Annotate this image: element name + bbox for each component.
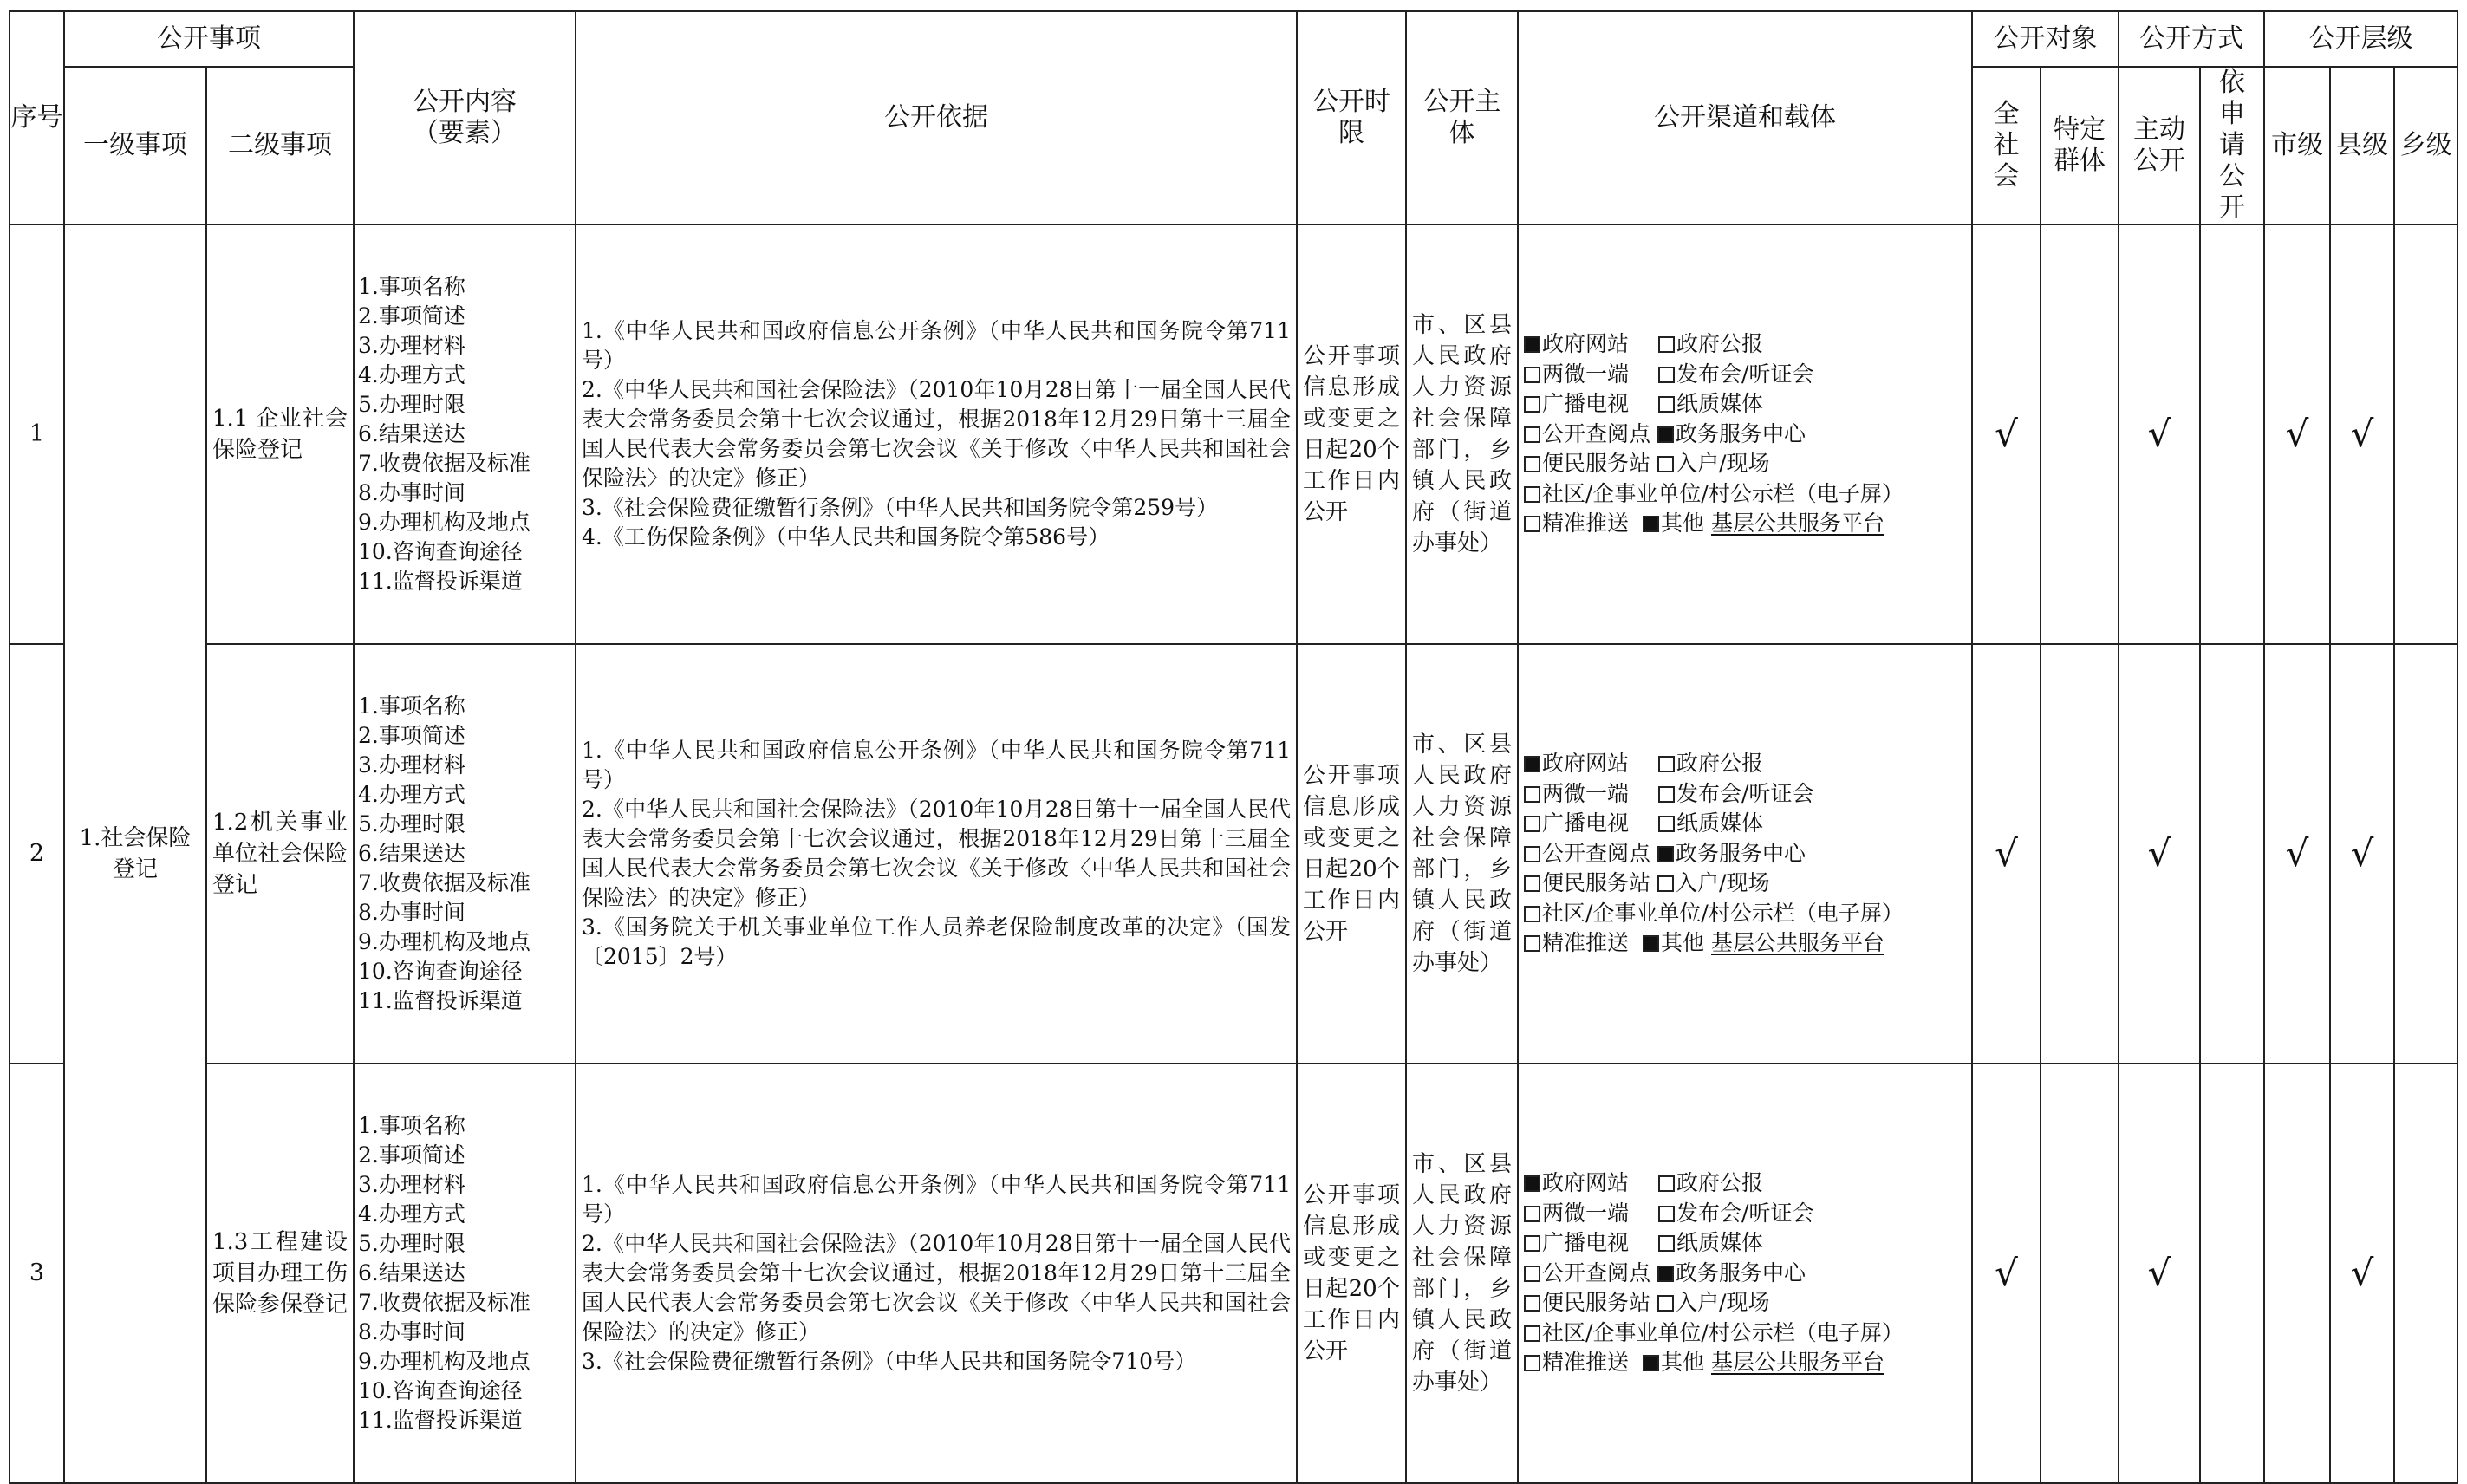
checkbox-reading_point[interactable] — [1524, 846, 1540, 862]
checkbox-precise_push[interactable] — [1524, 516, 1540, 532]
channel-label: 其他 — [1661, 511, 1705, 537]
header-target: 公开对象 — [1972, 11, 2119, 67]
subject-cell: 市、区县人民政府人力资源社会保障部门，乡镇人民政府（街道办事处） — [1406, 644, 1518, 1064]
content-item: 10.咨询查询途径 — [358, 959, 523, 984]
header-channels: 公开渠道和载体 — [1518, 11, 1972, 225]
check-level-town — [2394, 644, 2457, 1064]
checkbox-bulletin[interactable] — [1524, 486, 1540, 503]
other-channel-value: 基层公共服务平台 — [1710, 1350, 1884, 1376]
channel-label: 其他 — [1661, 1350, 1705, 1376]
channel-label: 其他 — [1661, 930, 1705, 956]
content-item: 9.办理机构及地点 — [358, 510, 531, 535]
channel-label: 便民服务站 — [1542, 451, 1651, 477]
channel-line — [1524, 749, 1966, 779]
check-target-specific — [2041, 644, 2119, 1064]
check-method-request — [2200, 1064, 2264, 1483]
channel-line — [1524, 1348, 1966, 1378]
checkbox-print_media[interactable] — [1658, 396, 1675, 413]
checkbox-precise_push[interactable] — [1524, 935, 1540, 952]
checkbox-press_conf[interactable] — [1658, 1206, 1675, 1222]
header-level: 公开层级 — [2264, 11, 2457, 67]
channel-line — [1524, 389, 1966, 420]
channel-label: 广播电视 — [1542, 1230, 1630, 1256]
checkbox-broadcast[interactable] — [1524, 1235, 1540, 1252]
time-limit-cell: 公开事项信息形成或变更之日起20个工作日内公开 — [1297, 644, 1406, 1064]
content-cell — [354, 644, 576, 1064]
basis-item: 4.《工伤保险条例》（中华人民共和国务院令第586号） — [582, 524, 1110, 550]
channel-label: 纸质媒体 — [1676, 810, 1764, 836]
checkbox-door_to_door[interactable] — [1657, 456, 1674, 472]
checkbox-broadcast[interactable] — [1524, 396, 1540, 413]
basis-cell — [576, 1064, 1297, 1483]
header-target-specific: 特定群体 — [2041, 67, 2119, 225]
header-level2: 二级事项 — [206, 67, 354, 225]
channel-line — [1524, 869, 1966, 899]
checkbox-print_media[interactable] — [1658, 816, 1675, 832]
content-item: 4.办理方式 — [358, 782, 465, 807]
checkbox-service_center[interactable] — [1657, 1266, 1674, 1282]
basis-item: 2.《中华人民共和国社会保险法》（2010年10月28日第十一届全国人民代表大会常务委员会第十七次会议通过，根据2018年12月29日第十三届全国人民代表大会常务委员会第七次会议《关于修改〈中华人民共和国社会保险法〉的决定》修正） — [582, 377, 1291, 491]
content-cell — [354, 1064, 576, 1483]
check-level-county: √ — [2330, 225, 2394, 644]
basis-item: 3.《社会保险费征缴暂行条例》（中华人民共和国务院令第259号） — [582, 495, 1219, 520]
check-level-city: √ — [2264, 644, 2330, 1064]
channel-line — [1524, 779, 1966, 810]
header-target-all: 全社会 — [1972, 67, 2041, 225]
content-list — [355, 1111, 575, 1435]
check-method-active: √ — [2119, 1064, 2200, 1483]
basis-cell — [576, 644, 1297, 1064]
basis-item: 2.《中华人民共和国社会保险法》（2010年10月28日第十一届全国人民代表大会常务委员会第十七次会议通过，根据2018年12月29日第十三届全国人民代表大会常务委员会第七次会议《关于修改〈中华人民共和国社会保险法〉的决定》修正） — [582, 797, 1291, 910]
checkbox-two_micro[interactable] — [1524, 1206, 1540, 1222]
channel-line — [1524, 839, 1966, 869]
channel-label: 两微一端 — [1542, 780, 1630, 806]
content-item: 1.事项名称 — [358, 1113, 465, 1138]
checkbox-other[interactable] — [1643, 1355, 1659, 1371]
content-item: 10.咨询查询途径 — [358, 539, 523, 564]
channel-label: 纸质媒体 — [1676, 391, 1764, 417]
checkbox-press_conf[interactable] — [1658, 786, 1675, 803]
channel-label: 社区/企事业单位/村公示栏（电子屏） — [1542, 480, 1904, 506]
time-limit-cell: 公开事项信息形成或变更之日起20个工作日内公开 — [1297, 1064, 1406, 1483]
content-item: 2.事项简述 — [358, 1142, 465, 1168]
content-item: 5.办理时限 — [358, 1231, 465, 1256]
checkbox-other[interactable] — [1643, 935, 1659, 952]
check-method-request — [2200, 644, 2264, 1064]
check-level-town — [2394, 1064, 2457, 1483]
check-target-all: √ — [1972, 225, 2041, 644]
channel-label: 便民服务站 — [1542, 870, 1651, 896]
checkbox-service_station[interactable] — [1524, 875, 1540, 892]
checkbox-broadcast[interactable] — [1524, 816, 1540, 832]
channel-label: 精准推送 — [1542, 511, 1630, 537]
content-item: 6.结果送达 — [358, 841, 465, 866]
checkbox-reading_point[interactable] — [1524, 426, 1540, 443]
channel-label: 两微一端 — [1542, 1200, 1630, 1226]
checkbox-two_micro[interactable] — [1524, 367, 1540, 383]
content-item: 6.结果送达 — [358, 1260, 465, 1285]
channel-label: 广播电视 — [1542, 810, 1630, 836]
check-level-county: √ — [2330, 1064, 2394, 1483]
content-item: 8.办事时间 — [358, 900, 465, 925]
checkbox-bulletin[interactable] — [1524, 906, 1540, 922]
check-method-request — [2200, 225, 2264, 644]
content-item: 8.办事时间 — [358, 1319, 465, 1344]
content-item: 8.办事时间 — [358, 480, 465, 505]
channel-label: 公开查阅点 — [1542, 840, 1651, 866]
basis-list — [582, 316, 1291, 552]
channel-label: 广播电视 — [1542, 391, 1630, 417]
subject-cell: 市、区县人民政府人力资源社会保障部门，乡镇人民政府（街道办事处） — [1406, 225, 1518, 644]
header-level-town: 乡级 — [2394, 67, 2457, 225]
checkbox-service_center[interactable] — [1657, 426, 1674, 443]
channel-line — [1524, 1318, 1966, 1349]
content-item: 1.事项名称 — [358, 693, 465, 719]
header-method: 公开方式 — [2119, 11, 2264, 67]
basis-item: 1.《中华人民共和国政府信息公开条例》（中华人民共和国务院令第711号） — [582, 318, 1291, 373]
content-item: 7.收费依据及标准 — [358, 1290, 531, 1315]
channel-line — [1524, 449, 1966, 479]
table-row — [10, 225, 2457, 644]
content-item: 11.监督投诉渠道 — [358, 1408, 523, 1433]
basis-item: 2.《中华人民共和国社会保险法》（2010年10月28日第十一届全国人民代表大会常务委员会第十七次会议通过，根据2018年12月29日第十三届全国人民代表大会常务委员会第七次会议《关于修改〈中华人民共和国社会保险法〉的决定》修正） — [582, 1231, 1291, 1344]
seq-cell: 2 — [10, 644, 64, 1064]
table-row — [10, 1064, 2457, 1483]
check-method-active: √ — [2119, 225, 2200, 644]
checkbox-press_conf[interactable] — [1658, 367, 1675, 383]
disclosure-table — [9, 10, 2458, 1484]
channel-label: 精准推送 — [1542, 930, 1630, 956]
content-list — [355, 692, 575, 1016]
channel-line — [1524, 1228, 1966, 1259]
channel-line — [1524, 329, 1966, 360]
channel-label: 社区/企事业单位/村公示栏（电子屏） — [1542, 1319, 1904, 1345]
channel-label: 发布会/听证会 — [1676, 780, 1814, 806]
basis-item: 1.《中华人民共和国政府信息公开条例》（中华人民共和国务院令第711号） — [582, 1172, 1291, 1227]
checkbox-precise_push[interactable] — [1524, 1355, 1540, 1371]
checkbox-other[interactable] — [1643, 516, 1659, 532]
basis-cell — [576, 225, 1297, 644]
channels-cell — [1518, 644, 1972, 1064]
header-time-limit: 公开时限 — [1297, 11, 1406, 225]
table-row — [10, 644, 2457, 1064]
seq-cell: 3 — [10, 1064, 64, 1483]
check-target-specific — [2041, 1064, 2119, 1483]
checkbox-service_station[interactable] — [1524, 1295, 1540, 1312]
channel-line — [1524, 1168, 1966, 1199]
checkbox-print_media[interactable] — [1658, 1235, 1675, 1252]
checkbox-two_micro[interactable] — [1524, 786, 1540, 803]
checkbox-door_to_door[interactable] — [1657, 875, 1674, 892]
table-body — [10, 225, 2457, 1483]
check-level-county: √ — [2330, 644, 2394, 1064]
header-method-request: 依申请公开 — [2200, 67, 2264, 225]
channel-label: 公开查阅点 — [1542, 1259, 1651, 1285]
basis-list — [582, 1170, 1291, 1377]
channel-label: 便民服务站 — [1542, 1290, 1651, 1316]
channel-label: 政府公报 — [1676, 1170, 1764, 1196]
check-level-city: √ — [2264, 225, 2330, 644]
checkbox-bulletin[interactable] — [1524, 1325, 1540, 1342]
content-item: 5.办理时限 — [358, 392, 465, 417]
content-item: 6.结果送达 — [358, 421, 465, 446]
basis-item: 3.《国务院关于机关事业单位工作人员养老保险制度改革的决定》（国发〔2015〕2号） — [582, 914, 1291, 969]
checkbox-gov_website[interactable] — [1524, 1175, 1540, 1192]
content-list — [355, 272, 575, 596]
other-channel-value: 基层公共服务平台 — [1710, 511, 1884, 537]
content-item: 4.办理方式 — [358, 362, 465, 387]
checkbox-gov_gazette[interactable] — [1658, 756, 1675, 772]
channel-label: 社区/企事业单位/村公示栏（电子屏） — [1542, 900, 1904, 926]
content-item: 3.办理材料 — [358, 333, 465, 358]
channel-label: 发布会/听证会 — [1676, 1200, 1814, 1226]
checkbox-gov_gazette[interactable] — [1658, 1175, 1675, 1192]
check-level-town — [2394, 225, 2457, 644]
checkbox-door_to_door[interactable] — [1657, 1295, 1674, 1312]
check-target-all: √ — [1972, 1064, 2041, 1483]
channel-label: 纸质媒体 — [1676, 1230, 1764, 1256]
content-item: 9.办理机构及地点 — [358, 1349, 531, 1374]
basis-list — [582, 736, 1291, 972]
channel-label: 政务服务中心 — [1676, 1259, 1806, 1285]
content-item: 3.办理材料 — [358, 752, 465, 778]
channel-line — [1524, 1199, 1966, 1229]
channel-label: 政府网站 — [1542, 331, 1630, 357]
checkbox-reading_point[interactable] — [1524, 1266, 1540, 1282]
time-limit-cell: 公开事项信息形成或变更之日起20个工作日内公开 — [1297, 225, 1406, 644]
header-subject: 公开主体 — [1406, 11, 1518, 225]
channel-label: 精准推送 — [1542, 1350, 1630, 1376]
level1-item: 1.社会保险登记 — [64, 225, 206, 1483]
content-item: 5.办理时限 — [358, 811, 465, 836]
basis-item: 1.《中华人民共和国政府信息公开条例》（中华人民共和国务院令第711号） — [582, 738, 1291, 792]
checkbox-gov_gazette[interactable] — [1658, 336, 1675, 353]
level2-item: 1.2机关事业单位社会保险登记 — [206, 644, 354, 1064]
channel-label: 入户/现场 — [1676, 870, 1770, 896]
check-level-city — [2264, 1064, 2330, 1483]
channel-label: 公开查阅点 — [1542, 420, 1651, 446]
checkbox-gov_website[interactable] — [1524, 336, 1540, 353]
checkbox-gov_website[interactable] — [1524, 756, 1540, 772]
channel-label: 政府公报 — [1676, 751, 1764, 777]
subject-cell: 市、区县人民政府人力资源社会保障部门，乡镇人民政府（街道办事处） — [1406, 1064, 1518, 1483]
checkbox-service_center[interactable] — [1657, 846, 1674, 862]
channel-line — [1524, 360, 1966, 390]
channel-line — [1524, 809, 1966, 839]
channels-cell — [1518, 1064, 1972, 1483]
channel-label: 政府公报 — [1676, 331, 1764, 357]
check-target-all: √ — [1972, 644, 2041, 1064]
content-cell — [354, 225, 576, 644]
channels-cell — [1518, 225, 1972, 644]
seq-cell: 1 — [10, 225, 64, 644]
channel-line — [1524, 1259, 1966, 1289]
content-item: 7.收费依据及标准 — [358, 870, 531, 895]
channel-line — [1524, 420, 1966, 450]
check-method-active: √ — [2119, 644, 2200, 1064]
channel-label: 入户/现场 — [1676, 451, 1770, 477]
channel-line — [1524, 479, 1966, 510]
checkbox-service_station[interactable] — [1524, 456, 1540, 472]
check-target-specific — [2041, 225, 2119, 644]
channel-line — [1524, 1288, 1966, 1318]
content-item: 2.事项简述 — [358, 303, 465, 329]
basis-item: 3.《社会保险费征缴暂行条例》（中华人民共和国务院令710号） — [582, 1349, 1197, 1374]
content-item: 4.办理方式 — [358, 1201, 465, 1227]
channel-label: 发布会/听证会 — [1676, 361, 1814, 387]
other-channel-value: 基层公共服务平台 — [1710, 930, 1884, 956]
channel-line — [1524, 509, 1966, 539]
header-level-county: 县级 — [2330, 67, 2394, 225]
header-level1: 一级事项 — [64, 67, 206, 225]
header-level-city: 市级 — [2264, 67, 2330, 225]
header-content: 公开内容（要素） — [354, 11, 576, 225]
channel-label: 政务服务中心 — [1676, 840, 1806, 866]
header-basis: 公开依据 — [576, 11, 1297, 225]
header-method-active: 主动公开 — [2119, 67, 2200, 225]
content-item: 1.事项名称 — [358, 274, 465, 299]
content-item: 7.收费依据及标准 — [358, 451, 531, 476]
content-item: 11.监督投诉渠道 — [358, 569, 523, 594]
header-matter: 公开事项 — [64, 11, 354, 67]
content-item: 11.监督投诉渠道 — [358, 988, 523, 1013]
header-seq: 序号 — [10, 11, 64, 225]
content-item: 2.事项简述 — [358, 723, 465, 748]
channel-line — [1524, 899, 1966, 929]
content-item: 3.办理材料 — [358, 1172, 465, 1197]
channel-label: 两微一端 — [1542, 361, 1630, 387]
level2-item: 1.3工程建设项目办理工伤保险参保登记 — [206, 1064, 354, 1483]
channel-label: 政务服务中心 — [1676, 420, 1806, 446]
content-item: 9.办理机构及地点 — [358, 929, 531, 954]
channel-label: 政府网站 — [1542, 1170, 1630, 1196]
channel-label: 入户/现场 — [1676, 1290, 1770, 1316]
level2-item: 1.1 企业社会保险登记 — [206, 225, 354, 644]
content-item: 10.咨询查询途径 — [358, 1378, 523, 1403]
channel-label: 政府网站 — [1542, 751, 1630, 777]
channel-line — [1524, 928, 1966, 959]
